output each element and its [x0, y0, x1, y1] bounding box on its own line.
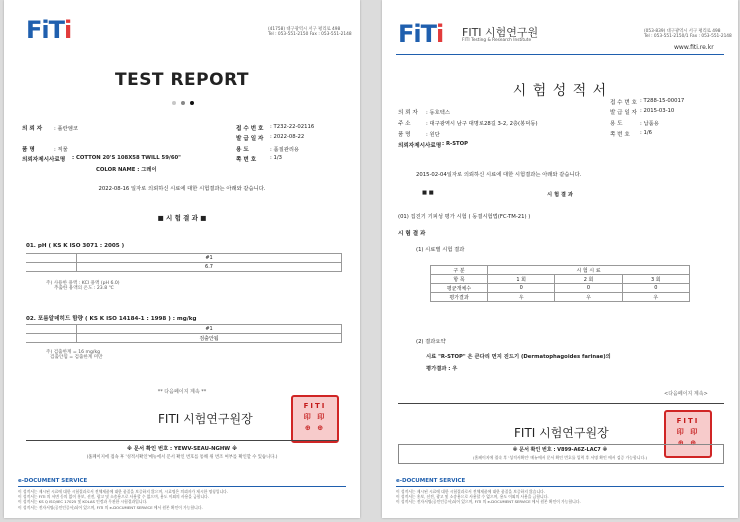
field-value: : 원단 — [426, 132, 440, 138]
divider — [26, 440, 338, 441]
field-label: 쪽 번 호 — [610, 132, 630, 138]
field-label: 의 뢰 자 — [398, 110, 418, 116]
section-bar: ■ ■ — [422, 190, 434, 196]
test-certificate-page — [382, 0, 738, 518]
divider — [398, 403, 724, 404]
field-label: 의 뢰 자 — [22, 126, 43, 132]
field-value: : COTTON 20'S 108X58 TWILL 59/60" — [72, 155, 181, 161]
intro-text: 2015-02-04일자로 의뢰하신 시료에 대한 시험결과는 아래와 같습니다. — [416, 172, 582, 178]
result-table — [430, 265, 690, 302]
test-title: 02. 포름알데히드 함량 ( KS K ISO 14184-1 : 1998 ) : mg/kg — [26, 316, 197, 322]
field-value: : 대구광역시 남구 대명로28길 3-2, 2층(봉덕동) — [426, 121, 538, 127]
table-header: 시 험 시 료 — [488, 266, 690, 275]
header-address: (41758) 대구광역시 서구 평리로 498 Tel : 053-551-2150 Fax : 053-551-2148 — [268, 27, 352, 38]
field-value: : 직물 — [54, 147, 68, 153]
field-value: : 1/3 — [270, 155, 282, 161]
table-cell: 0 — [622, 284, 689, 293]
table-header: 항 목 — [431, 275, 488, 284]
field-value: : 2015-03-10 — [640, 108, 675, 114]
subheading: (1) 시료별 시험 결과 — [416, 247, 465, 253]
doc-confirm-number: ※ 문서 확인 번호 : V899-A6Z-LAC7 ※ — [512, 447, 608, 453]
official-seal: FITI 印 印 ⊕ ⊕ — [664, 410, 712, 458]
field-label: 발 급 일 자 — [236, 136, 264, 142]
signature-line: FITI 시험연구원장 — [158, 412, 253, 426]
page-dot — [172, 101, 176, 105]
table-cell: 0 — [555, 284, 622, 293]
table-header: #1 — [77, 325, 342, 334]
result-heading: 시 험 결 과 — [398, 231, 426, 237]
field-label: 용 도 — [610, 121, 623, 127]
subheading: (2) 결과요약 — [416, 339, 446, 345]
continued-text: ** 다음페이지 계속 ** — [157, 389, 207, 395]
field-value: : 납품용 — [640, 121, 659, 127]
table-cell: 6.7 — [77, 263, 342, 272]
table-cell: 평가결과 — [431, 293, 488, 302]
table-cell: 0 — [488, 284, 555, 293]
website: www.fiti.re.kr — [674, 44, 714, 51]
field-label: 쪽 번 호 — [236, 157, 257, 163]
table-cell: 우 — [555, 293, 622, 302]
summary-text: 시료 "R-STOP" 은 큰다리 먼지 진드기 (Dermatophagoides farinae)의 — [426, 354, 611, 360]
field-value: : 플란엠코 — [54, 126, 78, 132]
fiti-logo: FiTi — [398, 20, 444, 48]
field-value: COLOR NAME : 그레이 — [96, 167, 157, 173]
test-title: 01. pH ( KS K ISO 3071 : 2005 ) — [26, 243, 125, 249]
field-value: : T288-15-00017 — [640, 98, 685, 104]
result-table — [26, 253, 342, 272]
section-title: 시 험 결 과 — [547, 192, 573, 198]
field-label: 접 수 번 호 — [610, 100, 637, 106]
page-title: 시 험 성 적 서 — [512, 83, 608, 99]
field-label: 품 명 — [398, 132, 411, 138]
signature-line: FITI 시험연구원장 — [514, 426, 609, 440]
official-seal: FITI 印 印 ⊕ ⊕ — [291, 395, 339, 443]
test-note: 주) 사용한 용액 : KCl 용액 (pH 6.0) 추출한 용액의 온도 : 23.8 ℃ — [46, 281, 120, 292]
divider — [396, 54, 724, 55]
field-value: : 1/6 — [640, 130, 652, 136]
test-report-page — [4, 0, 360, 518]
header-address: (053-839) 대구광역시 서구 평리로 498 Tel : 053-551-2150/1 Fax : 053-551-2148 — [644, 29, 732, 40]
result-table — [26, 324, 342, 343]
field-value: : 2022-08-22 — [270, 134, 305, 140]
intro-text: 2022-08-16 일자로 의뢰하신 시료에 대한 시험결과는 아래와 같습니다. — [98, 186, 266, 192]
field-value: : 동호텍스 — [426, 110, 450, 116]
field-label: 접 수 번 호 — [236, 126, 264, 132]
section-title: ■ 시 험 결 과 ■ — [157, 214, 207, 222]
summary-text: 평가결과 : 우 — [426, 366, 458, 372]
footer-notes: 이 성적서는 제시된 시료에 대한 시험결과로서 전체제품에 대한 품질을 보증하지 않으며, 시료명은 의뢰자가 제시한 명칭입니다. 이 성적서는 FITI 의 서면 동의 없이 홍보, 선전, 광고 및 소송용으로 사용할 수 없으며, 용도 이외의 사용을 금합니다. 이 성적서는 KS Q ISO/IEC 17025 및 KOLAS 인정과 무관한 시험결과입니다. 이 성적서는 전자서명(공인인증서)되어 있으며, FITI 의 e-DOCUMENT SERVICE 에서 원본 확인이 가능합니다. — [18, 489, 229, 510]
footer-notes: 이 성적서는 제시된 시료에 대한 시험결과로서 전체제품에 대한 품질을 보증하지 않습니다. 이 성적서는 홍보, 선전, 광고 및 소송용으로 사용할 수 없으며, 용도 이외의 사용을 금합니다. 이 성적서는 전자서명(공인인증서)되어 있으며, FITI 의 e-DOCUMENT SERVICE 에서 원본 확인이 가능합니다. — [396, 489, 581, 505]
edocument-service-title: e-DOCUMENT SERVICE — [396, 478, 466, 484]
table-header: 구 분 — [431, 266, 488, 275]
table-header: 1 회 — [488, 275, 555, 284]
table-header: 2 회 — [555, 275, 622, 284]
field-label: 의뢰자제시사료명 — [22, 157, 66, 163]
test-note: 주) 검출한계 = 16 mg/kg 검출안됨 = 검출한계 미만 — [46, 350, 103, 361]
field-value: : 품질관리용 — [270, 147, 300, 153]
field-label: 용 도 — [236, 147, 249, 153]
page-dot — [181, 101, 185, 105]
doc-confirm-note: (홈페이지에 접속 후 '성적서확인'메뉴에서 문서 확인 번호를 통해 위 번조 여부를 확인할 수 있습니다.) — [86, 455, 278, 460]
continued-text: <다음페이지 계속> — [664, 391, 708, 397]
divider — [18, 486, 346, 487]
table-cell: 평균개체수 — [431, 284, 488, 293]
field-value: : R-STOP — [442, 141, 469, 147]
page-title: TEST REPORT — [114, 70, 249, 90]
divider — [396, 486, 724, 487]
test-method: (01) 집진기 기피성 평가 시험 ( 동결시험법(FC-TM-21) ) — [398, 214, 531, 220]
table-header: 3 회 — [622, 275, 689, 284]
field-label: 품 명 — [22, 147, 35, 153]
field-label: 의뢰자제시사료명 — [398, 143, 442, 149]
institute-name: FITI 시험연구원 — [462, 26, 539, 39]
table-cell: 검출안됨 — [77, 334, 342, 343]
page-dot — [190, 101, 194, 105]
doc-confirm-note: (홈페이지에 접속 후 '성적서확인' 메뉴에서 문서 확인 번호를 입력 후 서명 확인 에서 검증 가능합니다.) — [472, 455, 648, 460]
doc-confirm-number: ※ 문서 확인 번호 : YEWV-SEAU-NGHW ※ — [126, 446, 238, 452]
table-header: #1 — [77, 254, 342, 263]
fiti-logo: FiTi — [26, 16, 72, 44]
field-value: : T232-22-02116 — [270, 124, 315, 130]
field-label: 주 소 — [398, 121, 411, 127]
table-cell: 우 — [488, 293, 555, 302]
edocument-service-title: e-DOCUMENT SERVICE — [18, 478, 88, 484]
institute-name-en: FITI Testing & Research Institute — [462, 38, 532, 43]
table-cell: 우 — [622, 293, 689, 302]
field-label: 발 급 일 자 — [610, 110, 637, 116]
